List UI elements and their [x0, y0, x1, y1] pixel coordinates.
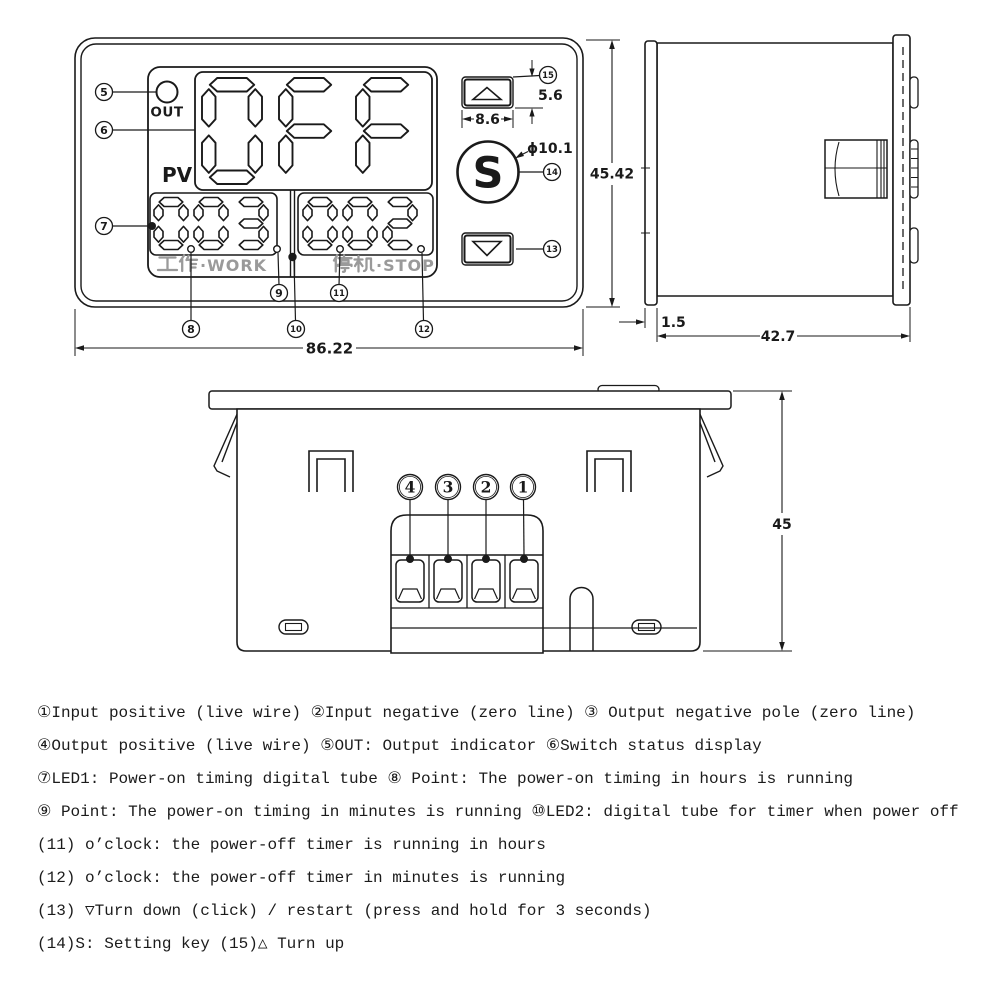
pv-label: PV [162, 163, 193, 187]
side-mount-panel [893, 35, 910, 305]
terminal-callout-2 [474, 475, 499, 500]
dim-back-height [703, 391, 792, 651]
callout-7 [96, 218, 113, 235]
side-relay [825, 140, 887, 198]
svg-text:45: 45 [772, 517, 792, 533]
legend-line-7: (13) ▽Turn down (click) / restart (press and hold for 3 seconds) [37, 902, 652, 920]
set-button [458, 142, 519, 203]
side-view [619, 35, 918, 345]
decimal-dot-hours-on [188, 246, 195, 253]
decimal-dot-minutes-off [418, 246, 425, 253]
svg-text:13: 13 [546, 245, 558, 255]
terminal-callout-4 [398, 475, 423, 500]
callout-12 [416, 321, 433, 338]
led2-pointer-dot [288, 253, 296, 261]
back-latch-left [279, 620, 308, 634]
svg-text:5: 5 [100, 86, 108, 99]
front-view [75, 38, 634, 358]
svg-text:ϕ10.1: ϕ10.1 [527, 141, 573, 157]
dim-front-width [75, 309, 583, 358]
callout-9 [271, 285, 288, 302]
callout-14 [544, 164, 561, 181]
legend-line-4: ⑨ Point: The power-on timing in minutes is running ⑩LED2: digital tube for timer when power off [37, 803, 959, 821]
legend [37, 697, 993, 961]
decimal-dot-hours-off [337, 246, 344, 253]
svg-text:7: 7 [100, 220, 108, 233]
back-clip-right [699, 412, 723, 477]
side-clip-top [910, 77, 918, 108]
callout-15 [540, 67, 557, 84]
stop-label-en: ·STOP [376, 256, 435, 275]
legend-line-5: (11) o’clock: the power-off timer is running in hours [37, 836, 546, 854]
side-terminal-block-edge [910, 140, 918, 198]
svg-text:8.6: 8.6 [475, 112, 500, 128]
led1-pointer-dot [148, 222, 156, 230]
svg-text:1.5: 1.5 [661, 315, 686, 331]
svg-text:9: 9 [275, 287, 283, 300]
legend-line-1: ①Input positive (live wire) ②Input negative (zero line) ③ Output negative pole (zero line) [37, 704, 916, 722]
work-label-en: ·WORK [200, 256, 268, 275]
legend-line-2: ④Output positive (live wire) ⑤OUT: Output indicator ⑥Switch status display [37, 737, 762, 755]
callout-8 [183, 321, 200, 338]
legend-line-3: ⑦LED1: Power-on timing digital tube ⑧ Point: The power-on timing in hours is running [37, 770, 854, 788]
back-clip-left [214, 412, 238, 477]
svg-text:15: 15 [542, 71, 554, 81]
svg-text:42.7: 42.7 [760, 329, 796, 345]
terminal-callout-1 [511, 475, 536, 500]
out-indicator-led [157, 82, 178, 103]
back-flange [209, 391, 731, 409]
svg-text:11: 11 [333, 289, 345, 299]
svg-text:10: 10 [290, 325, 302, 335]
svg-text:45.42: 45.42 [589, 166, 635, 183]
side-clip-bottom [910, 228, 918, 263]
callout-13 [544, 241, 561, 258]
set-button-label: S [472, 148, 504, 199]
callout-5 [96, 84, 113, 101]
callout-10 [288, 321, 305, 338]
svg-text:12: 12 [418, 325, 430, 335]
svg-text:4: 4 [404, 477, 416, 497]
svg-text:5.6: 5.6 [538, 88, 563, 104]
svg-text:2: 2 [480, 477, 492, 497]
down-button [462, 233, 513, 265]
dim-front-height [586, 40, 634, 307]
back-latch-right [632, 620, 661, 634]
svg-text:6: 6 [100, 124, 108, 137]
legend-line-6: (12) o’clock: the power-off timer in minutes is running [37, 869, 566, 887]
svg-text:1: 1 [517, 477, 529, 497]
svg-text:3: 3 [442, 477, 454, 497]
terminal-callout-3 [436, 475, 461, 500]
dim-body-depth [657, 307, 910, 345]
out-indicator-label: OUT [150, 104, 184, 121]
up-button [462, 77, 513, 108]
side-front-bezel [645, 41, 657, 305]
dim-bezel-thickness [619, 308, 686, 342]
svg-text:8: 8 [187, 323, 195, 336]
callout-11 [331, 285, 348, 302]
svg-text:14: 14 [546, 168, 558, 178]
back-view [209, 386, 792, 654]
decimal-dot-minutes-on [274, 246, 281, 253]
callout-6 [96, 122, 113, 139]
svg-text:86.22: 86.22 [305, 339, 354, 358]
legend-line-8: (14)S: Setting key (15)△ Turn up [37, 935, 345, 953]
